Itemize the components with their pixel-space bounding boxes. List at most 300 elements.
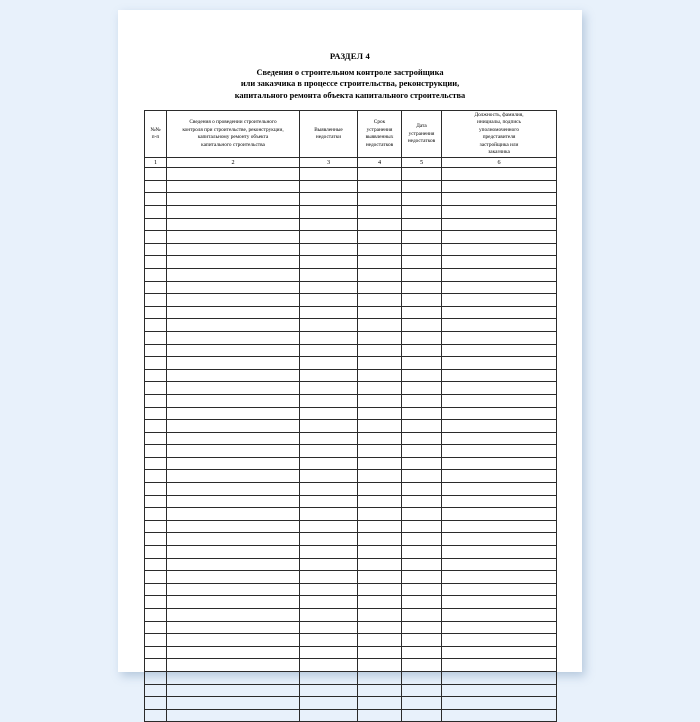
table-cell[interactable] [402,369,442,382]
table-cell[interactable] [145,218,167,231]
table-row[interactable] [145,268,557,281]
table-cell[interactable] [300,281,358,294]
table-cell[interactable] [145,256,167,269]
table-cell[interactable] [300,382,358,395]
table-cell[interactable] [167,671,300,684]
table-cell[interactable] [167,256,300,269]
table-cell[interactable] [402,709,442,722]
table-cell[interactable] [300,659,358,672]
table-cell[interactable] [145,331,167,344]
table-cell[interactable] [402,445,442,458]
table-cell[interactable] [167,369,300,382]
table-cell[interactable] [167,470,300,483]
table-cell[interactable] [300,231,358,244]
table-row[interactable] [145,206,557,219]
table-row[interactable] [145,281,557,294]
table-cell[interactable] [300,558,358,571]
table-cell[interactable] [402,432,442,445]
table-cell[interactable] [167,432,300,445]
table-row[interactable] [145,596,557,609]
table-cell[interactable] [442,697,557,710]
table-cell[interactable] [145,671,167,684]
table-cell[interactable] [358,407,402,420]
table-cell[interactable] [402,281,442,294]
table-cell[interactable] [402,231,442,244]
table-cell[interactable] [167,420,300,433]
table-cell[interactable] [402,646,442,659]
table-cell[interactable] [145,243,167,256]
table-row[interactable] [145,331,557,344]
table-cell[interactable] [442,331,557,344]
table-cell[interactable] [442,533,557,546]
table-cell[interactable] [300,319,358,332]
table-cell[interactable] [167,407,300,420]
table-cell[interactable] [442,344,557,357]
table-cell[interactable] [442,256,557,269]
table-cell[interactable] [442,558,557,571]
table-cell[interactable] [358,697,402,710]
table-row[interactable] [145,319,557,332]
table-row[interactable] [145,697,557,710]
table-row[interactable] [145,344,557,357]
table-cell[interactable] [167,243,300,256]
table-cell[interactable] [300,671,358,684]
table-cell[interactable] [358,243,402,256]
table-row[interactable] [145,609,557,622]
table-cell[interactable] [358,180,402,193]
table-cell[interactable] [402,319,442,332]
table-cell[interactable] [358,281,402,294]
table-cell[interactable] [358,684,402,697]
table-cell[interactable] [358,659,402,672]
table-cell[interactable] [358,369,402,382]
table-cell[interactable] [167,331,300,344]
table-row[interactable] [145,709,557,722]
table-cell[interactable] [442,394,557,407]
table-cell[interactable] [145,394,167,407]
table-cell[interactable] [402,520,442,533]
table-cell[interactable] [145,558,167,571]
table-cell[interactable] [300,407,358,420]
table-cell[interactable] [358,432,402,445]
table-cell[interactable] [145,483,167,496]
table-row[interactable] [145,646,557,659]
table-cell[interactable] [145,520,167,533]
table-cell[interactable] [300,357,358,370]
table-cell[interactable] [358,621,402,634]
table-row[interactable] [145,243,557,256]
table-cell[interactable] [300,180,358,193]
table-cell[interactable] [442,508,557,521]
table-row[interactable] [145,495,557,508]
table-row[interactable] [145,369,557,382]
table-cell[interactable] [145,294,167,307]
table-cell[interactable] [402,558,442,571]
table-cell[interactable] [167,357,300,370]
table-cell[interactable] [402,306,442,319]
table-cell[interactable] [145,583,167,596]
table-cell[interactable] [300,697,358,710]
table-cell[interactable] [300,609,358,622]
table-row[interactable] [145,483,557,496]
table-cell[interactable] [300,218,358,231]
table-cell[interactable] [442,583,557,596]
table-cell[interactable] [442,382,557,395]
table-cell[interactable] [358,319,402,332]
table-cell[interactable] [167,583,300,596]
table-cell[interactable] [145,546,167,559]
table-cell[interactable] [402,546,442,559]
table-cell[interactable] [402,168,442,181]
table-cell[interactable] [167,268,300,281]
table-cell[interactable] [145,609,167,622]
table-cell[interactable] [358,596,402,609]
table-cell[interactable] [167,609,300,622]
table-cell[interactable] [402,206,442,219]
table-row[interactable] [145,571,557,584]
table-cell[interactable] [300,420,358,433]
table-cell[interactable] [300,470,358,483]
table-cell[interactable] [145,495,167,508]
table-cell[interactable] [145,445,167,458]
table-cell[interactable] [358,508,402,521]
table-cell[interactable] [442,520,557,533]
table-cell[interactable] [402,596,442,609]
table-cell[interactable] [145,319,167,332]
table-cell[interactable] [300,709,358,722]
table-cell[interactable] [145,684,167,697]
table-cell[interactable] [300,331,358,344]
table-row[interactable] [145,546,557,559]
table-cell[interactable] [300,596,358,609]
table-cell[interactable] [442,445,557,458]
table-cell[interactable] [442,495,557,508]
table-cell[interactable] [167,281,300,294]
table-cell[interactable] [358,634,402,647]
table-row[interactable] [145,218,557,231]
table-row[interactable] [145,470,557,483]
table-cell[interactable] [442,571,557,584]
table-cell[interactable] [145,646,167,659]
table-row[interactable] [145,168,557,181]
table-cell[interactable] [442,193,557,206]
table-cell[interactable] [167,646,300,659]
table-cell[interactable] [358,231,402,244]
table-row[interactable] [145,407,557,420]
table-cell[interactable] [442,268,557,281]
table-cell[interactable] [145,596,167,609]
table-cell[interactable] [145,306,167,319]
table-cell[interactable] [167,495,300,508]
table-cell[interactable] [442,659,557,672]
table-cell[interactable] [300,583,358,596]
table-cell[interactable] [442,281,557,294]
table-cell[interactable] [402,420,442,433]
table-cell[interactable] [402,495,442,508]
table-row[interactable] [145,445,557,458]
table-cell[interactable] [145,193,167,206]
table-cell[interactable] [402,218,442,231]
table-cell[interactable] [442,357,557,370]
table-cell[interactable] [402,193,442,206]
table-cell[interactable] [300,243,358,256]
table-cell[interactable] [402,331,442,344]
table-row[interactable] [145,357,557,370]
table-cell[interactable] [442,432,557,445]
table-cell[interactable] [442,407,557,420]
table-cell[interactable] [442,369,557,382]
table-cell[interactable] [167,218,300,231]
table-cell[interactable] [358,331,402,344]
table-cell[interactable] [442,218,557,231]
table-cell[interactable] [442,621,557,634]
table-cell[interactable] [402,382,442,395]
table-cell[interactable] [167,445,300,458]
table-cell[interactable] [167,596,300,609]
table-cell[interactable] [402,394,442,407]
table-row[interactable] [145,520,557,533]
table-cell[interactable] [442,546,557,559]
table-row[interactable] [145,457,557,470]
table-cell[interactable] [358,646,402,659]
table-cell[interactable] [145,168,167,181]
table-cell[interactable] [402,533,442,546]
table-cell[interactable] [167,306,300,319]
table-cell[interactable] [167,621,300,634]
table-cell[interactable] [442,470,557,483]
table-row[interactable] [145,583,557,596]
table-cell[interactable] [300,684,358,697]
table-cell[interactable] [358,445,402,458]
table-cell[interactable] [442,319,557,332]
table-cell[interactable] [358,206,402,219]
table-cell[interactable] [442,294,557,307]
table-cell[interactable] [145,357,167,370]
table-row[interactable] [145,659,557,672]
table-cell[interactable] [402,344,442,357]
table-cell[interactable] [402,483,442,496]
table-cell[interactable] [402,256,442,269]
table-cell[interactable] [358,571,402,584]
table-row[interactable] [145,533,557,546]
table-cell[interactable] [145,432,167,445]
table-cell[interactable] [442,306,557,319]
table-cell[interactable] [300,369,358,382]
table-cell[interactable] [442,709,557,722]
table-cell[interactable] [167,684,300,697]
table-cell[interactable] [402,357,442,370]
table-cell[interactable] [300,432,358,445]
table-cell[interactable] [167,206,300,219]
table-row[interactable] [145,180,557,193]
table-cell[interactable] [358,218,402,231]
table-cell[interactable] [300,546,358,559]
table-cell[interactable] [358,483,402,496]
table-cell[interactable] [402,470,442,483]
table-cell[interactable] [300,508,358,521]
table-cell[interactable] [145,533,167,546]
table-row[interactable] [145,294,557,307]
table-cell[interactable] [300,457,358,470]
table-cell[interactable] [300,571,358,584]
table-cell[interactable] [402,659,442,672]
table-cell[interactable] [442,420,557,433]
table-cell[interactable] [167,520,300,533]
table-cell[interactable] [358,256,402,269]
table-cell[interactable] [358,420,402,433]
table-cell[interactable] [300,394,358,407]
table-cell[interactable] [167,571,300,584]
table-cell[interactable] [358,671,402,684]
table-cell[interactable] [358,609,402,622]
table-cell[interactable] [358,520,402,533]
table-cell[interactable] [442,483,557,496]
table-cell[interactable] [358,495,402,508]
table-cell[interactable] [442,243,557,256]
table-cell[interactable] [300,294,358,307]
table-cell[interactable] [358,546,402,559]
table-cell[interactable] [145,470,167,483]
table-row[interactable] [145,558,557,571]
table-cell[interactable] [300,268,358,281]
table-cell[interactable] [402,571,442,584]
table-cell[interactable] [358,394,402,407]
table-row[interactable] [145,420,557,433]
table-cell[interactable] [145,206,167,219]
table-cell[interactable] [167,546,300,559]
table-cell[interactable] [300,634,358,647]
table-row[interactable] [145,306,557,319]
table-cell[interactable] [358,583,402,596]
table-row[interactable] [145,621,557,634]
table-cell[interactable] [442,609,557,622]
table-cell[interactable] [167,634,300,647]
table-cell[interactable] [300,193,358,206]
table-cell[interactable] [167,319,300,332]
table-row[interactable] [145,231,557,244]
table-cell[interactable] [145,382,167,395]
table-cell[interactable] [402,508,442,521]
table-row[interactable] [145,382,557,395]
table-cell[interactable] [402,583,442,596]
table-cell[interactable] [145,420,167,433]
table-cell[interactable] [358,558,402,571]
table-cell[interactable] [300,495,358,508]
table-cell[interactable] [442,180,557,193]
table-cell[interactable] [300,306,358,319]
table-cell[interactable] [145,697,167,710]
table-cell[interactable] [167,533,300,546]
table-cell[interactable] [300,483,358,496]
table-cell[interactable] [145,268,167,281]
table-row[interactable] [145,394,557,407]
table-cell[interactable] [145,369,167,382]
table-cell[interactable] [402,697,442,710]
table-cell[interactable] [167,483,300,496]
table-cell[interactable] [145,659,167,672]
table-cell[interactable] [402,243,442,256]
table-cell[interactable] [300,520,358,533]
table-cell[interactable] [402,268,442,281]
table-cell[interactable] [300,256,358,269]
table-cell[interactable] [145,508,167,521]
table-cell[interactable] [442,634,557,647]
table-cell[interactable] [402,634,442,647]
table-cell[interactable] [402,407,442,420]
table-cell[interactable] [300,445,358,458]
table-cell[interactable] [402,609,442,622]
table-cell[interactable] [167,180,300,193]
table-cell[interactable] [167,697,300,710]
table-cell[interactable] [358,344,402,357]
table-cell[interactable] [358,457,402,470]
table-cell[interactable] [358,470,402,483]
table-row[interactable] [145,684,557,697]
table-cell[interactable] [145,344,167,357]
table-cell[interactable] [300,621,358,634]
table-cell[interactable] [442,646,557,659]
table-row[interactable] [145,256,557,269]
table-cell[interactable] [145,281,167,294]
table-cell[interactable] [402,671,442,684]
table-cell[interactable] [167,231,300,244]
table-row[interactable] [145,432,557,445]
table-cell[interactable] [402,294,442,307]
table-cell[interactable] [358,268,402,281]
table-cell[interactable] [167,344,300,357]
table-cell[interactable] [358,357,402,370]
table-cell[interactable] [145,621,167,634]
table-row[interactable] [145,634,557,647]
table-cell[interactable] [358,294,402,307]
table-cell[interactable] [358,193,402,206]
table-cell[interactable] [167,168,300,181]
table-cell[interactable] [442,684,557,697]
table-cell[interactable] [145,457,167,470]
table-cell[interactable] [358,168,402,181]
table-cell[interactable] [402,457,442,470]
table-cell[interactable] [300,344,358,357]
table-cell[interactable] [167,457,300,470]
table-cell[interactable] [145,571,167,584]
table-row[interactable] [145,671,557,684]
table-cell[interactable] [145,634,167,647]
table-cell[interactable] [442,671,557,684]
table-cell[interactable] [402,621,442,634]
table-cell[interactable] [402,684,442,697]
table-cell[interactable] [167,709,300,722]
table-cell[interactable] [167,558,300,571]
table-cell[interactable] [442,596,557,609]
table-cell[interactable] [402,180,442,193]
table-cell[interactable] [145,231,167,244]
table-cell[interactable] [300,206,358,219]
table-cell[interactable] [358,533,402,546]
table-cell[interactable] [300,646,358,659]
table-cell[interactable] [442,168,557,181]
table-cell[interactable] [167,193,300,206]
table-cell[interactable] [167,382,300,395]
table-cell[interactable] [300,533,358,546]
table-row[interactable] [145,193,557,206]
table-cell[interactable] [167,508,300,521]
table-cell[interactable] [167,394,300,407]
table-cell[interactable] [145,180,167,193]
table-cell[interactable] [167,659,300,672]
table-row[interactable] [145,508,557,521]
table-cell[interactable] [442,457,557,470]
table-cell[interactable] [442,206,557,219]
